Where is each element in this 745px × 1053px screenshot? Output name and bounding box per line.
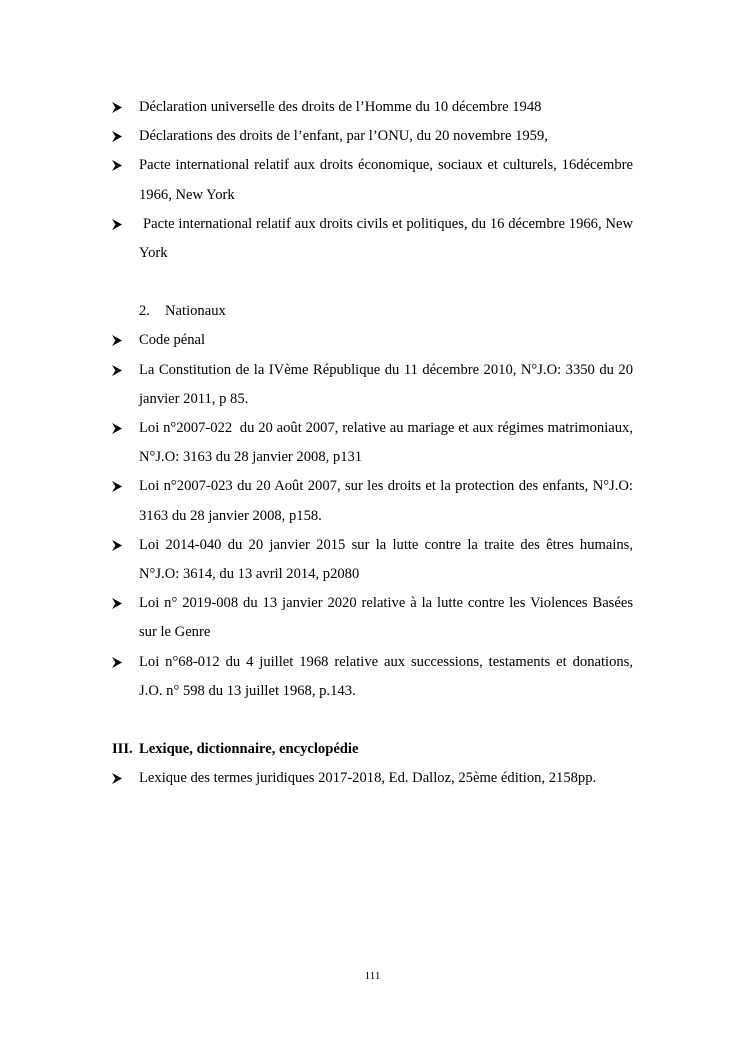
list-item-text: Loi n°68-012 du 4 juillet 1968 relative aux successions, testaments et donations, J.O. n° 598 du 13 juillet 1968, p.143.	[139, 653, 633, 699]
list-item-text: Déclaration universelle des droits de l’Homme du 10 décembre 1948	[139, 99, 542, 115]
list-item	[112, 472, 633, 530]
arrowhead-bullet-icon	[112, 648, 126, 677]
section-title: Lexique, dictionnaire, encyclopédie	[139, 741, 359, 758]
arrowhead-bullet-icon	[112, 472, 126, 501]
list-item	[112, 589, 633, 647]
section-heading-lexique	[112, 735, 633, 764]
list-item	[112, 151, 633, 209]
page-number: 111	[364, 970, 381, 982]
section-number: III.	[112, 741, 133, 758]
arrowhead-bullet-icon	[112, 531, 126, 560]
list-item	[112, 210, 633, 268]
bibliography-content	[112, 93, 637, 793]
arrowhead-bullet-icon	[112, 356, 126, 385]
list-item-text: Pacte international relatif aux droits économique, sociaux et culturels, 16décembre 1966, New York	[139, 157, 633, 203]
list-item	[112, 531, 633, 589]
list-item-text: Lexique des termes juridiques 2017-2018, Ed. Dalloz, 25ème édition, 2158pp.	[139, 770, 597, 787]
list-item-text: La Constitution de la IVème République du 11 décembre 2010, N°J.O: 3350 du 20 janvier 2011, p 85.	[139, 361, 633, 407]
list-item-text: Code pénal	[139, 332, 206, 349]
list-item	[112, 326, 633, 355]
arrowhead-bullet-icon	[112, 589, 126, 618]
section-heading-nationaux	[112, 297, 633, 326]
list-item-text: Loi n°2007-022 du 20 août 2007, relative au mariage et aux régimes matrimoniaux, N°J.O: 3163 du 28 janvier 2008, p131	[139, 420, 637, 466]
arrowhead-bullet-icon	[112, 122, 126, 151]
list-item	[112, 648, 633, 706]
arrowhead-bullet-icon	[112, 93, 126, 122]
list-item	[112, 93, 633, 122]
list-item-text: Loi 2014-040 du 20 janvier 2015 sur la lutte contre la traite des êtres humains, N°J.O: 3614, du 13 avril 2014, p2080	[139, 536, 633, 583]
list-item-text: Loi n°2007-023 du 20 Août 2007, sur les droits et la protection des enfants, N°J.O: 3163 du 28 janvier 2008, p158.	[139, 478, 633, 524]
list-item-text: Loi n° 2019-008 du 13 janvier 2020 relative à la lutte contre les Violences Basées sur le Genre	[139, 595, 633, 641]
arrowhead-bullet-icon	[112, 210, 126, 239]
arrowhead-bullet-icon	[112, 764, 126, 793]
list-item	[112, 356, 633, 414]
section-title: Nationaux	[165, 303, 226, 320]
arrowhead-bullet-icon	[112, 326, 126, 355]
arrowhead-bullet-icon	[112, 151, 126, 180]
section-number: 2.	[139, 303, 150, 320]
arrowhead-bullet-icon	[112, 414, 126, 443]
list-item-text: Déclarations des droits de l’enfant, par l’ONU, du 20 novembre 1959,	[139, 128, 548, 145]
list-item	[112, 764, 633, 793]
list-item-text: Pacte international relatif aux droits civils et politiques, du 16 décembre 1966, New York	[139, 215, 633, 262]
list-item	[112, 414, 637, 472]
list-item	[112, 122, 633, 151]
